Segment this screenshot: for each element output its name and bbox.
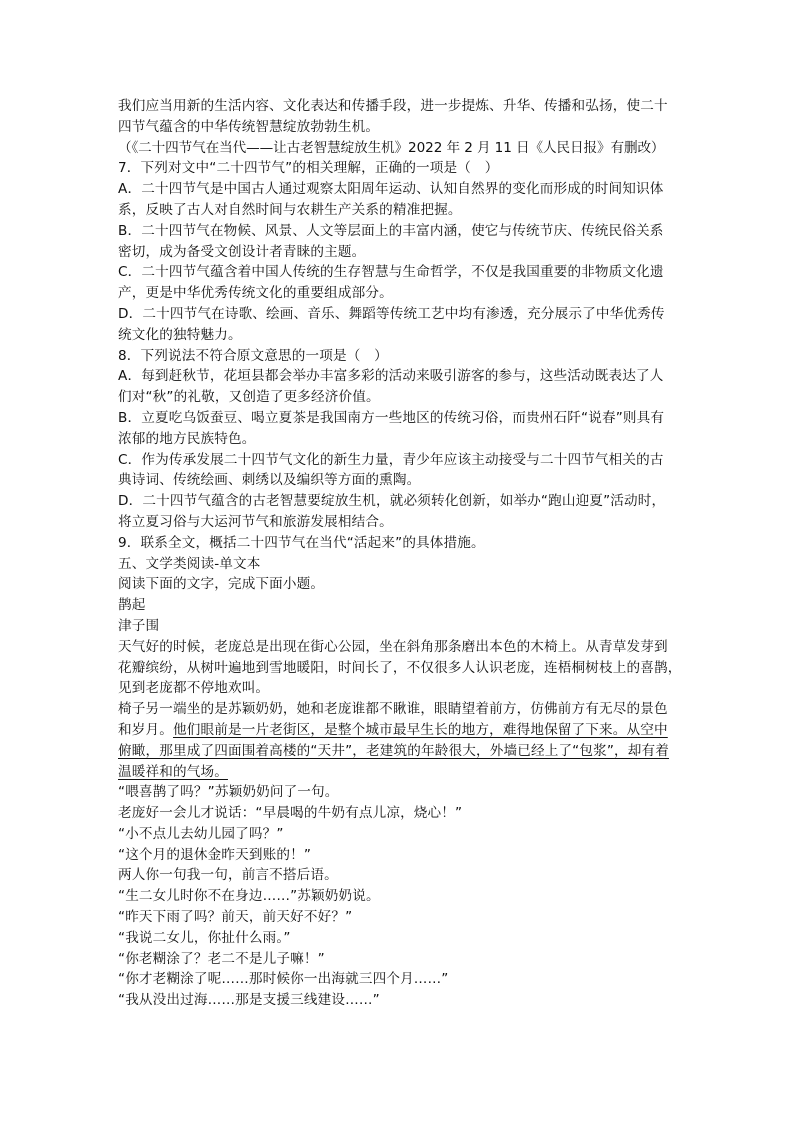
text-line	[118, 242, 678, 263]
text-line-content: 将立夏习俗与大运河节气和旅游发展相结合。	[118, 513, 393, 530]
text-line-content: 鹊起	[118, 597, 146, 614]
text-line	[118, 949, 678, 970]
text-line-content: “生二女儿时你不在身边……”苏颖奶奶说。	[118, 888, 380, 905]
text-line-content: “小不点儿去幼儿园了吗？”	[118, 825, 284, 842]
text-line-content: 密切，成为备受文创设计者青睐的主题。	[118, 243, 366, 260]
text-line-content: A．二十四节气是中国古人通过观察太阳周年运动、认知自然界的变化而形成的时间知识体	[118, 181, 664, 198]
text-line	[118, 637, 678, 658]
text-line	[118, 824, 678, 845]
underlined-text: 温暖祥和的气场。	[118, 763, 228, 780]
text-line-content: 系，反映了古人对自然时间与农耕生产关系的精准把握。	[118, 201, 462, 218]
text-line	[118, 366, 678, 387]
text-line-content: 花瓣缤纷，从树叶遍地到雪地暖阳，时间长了，不仅很多人认识老庞，连梧桐树枝上的喜鹊，	[118, 659, 682, 676]
text-line	[118, 574, 678, 595]
text-line-content: 9．联系全文，概括二十四节气在当代“活起来”的具体措施。	[118, 534, 485, 551]
text-line	[118, 969, 678, 990]
text-line	[118, 803, 678, 824]
text-line-content: B．二十四节气在物候、风景、人文等层面上的丰富内涵，使它与传统节庆、传统民俗关系	[118, 222, 664, 239]
text-line-content: “喂喜鹊了吗？”苏颖奶奶问了一句。	[118, 784, 339, 801]
text-line	[118, 907, 678, 928]
text-line-content: “昨天下雨了吗？前天，前天好不好？”	[118, 909, 353, 926]
text-line	[118, 741, 678, 762]
text-line-content: “这个月的退休金昨天到账的！”	[118, 846, 312, 863]
text-line-content: 7．下列对文中“二十四节气”的相关理解，正确的一项是（ ）	[118, 160, 499, 177]
text-line	[118, 865, 678, 886]
text-line	[118, 658, 682, 679]
text-line	[118, 678, 678, 699]
text-line-content: 我们应当用新的生活内容、文化表达和传播手段，进一步提炼、升华、传播和弘扬，使二十	[118, 98, 668, 114]
text-line	[118, 262, 678, 283]
underlined-text: 他们眼前是一片老街区，是整个城市最早生长的地方，难得地保留了下来。从空中	[172, 721, 668, 738]
text-line	[118, 616, 678, 637]
text-line-content: C．作为传承发展二十四节气文化的新生力量，青少年应该主动接受与二十四节气相关的古	[118, 451, 664, 468]
text-line-content: 浓郁的地方民族特色。	[118, 430, 256, 447]
text-line-content: 天气好的时候，老庞总是出现在街心公园，坐在斜角那条磨出本色的木椅上。从青草发芽到	[118, 638, 668, 655]
text-line-content: “我从没出过海……那是支援三线建设……”	[118, 992, 380, 1009]
text-line-content: 见到老庞都不停地欢叫。	[118, 680, 270, 697]
text-line-content: 五、文学类阅读-单文本	[118, 555, 261, 572]
text-line	[118, 699, 678, 720]
text-line-content: 两人你一句我一句，前言不搭后语。	[118, 867, 338, 884]
text-line-content: C．二十四节气蕴含着中国人传统的生存智慧与生命哲学，不仅是我国重要的非物质文化遗	[118, 264, 664, 281]
text-line	[118, 304, 678, 325]
text-line-content: D．二十四节气在诗歌、绘画、音乐、舞蹈等传统工艺中均有渗透，充分展示了中华优秀传	[118, 305, 665, 322]
text-line	[118, 990, 678, 1011]
text-line	[118, 408, 678, 429]
text-line	[118, 221, 678, 242]
text-line	[118, 387, 678, 408]
text-line	[118, 117, 678, 138]
text-line	[118, 200, 678, 221]
text-line-content: 椅子另一端坐的是苏颖奶奶，她和老庞谁都不瞅谁，眼睛望着前方，仿佛前方有无尽的景色	[118, 701, 668, 718]
text-line-content: “你老糊涂了？老二不是儿子嘛！”	[118, 950, 325, 967]
text-line-content: 产，更是中华优秀传统文化的重要组成部分。	[118, 285, 393, 302]
document-page	[118, 96, 682, 1011]
text-line-content: 老庞好一会儿才说话：“早晨喝的牛奶有点儿凉，烧心！”	[118, 805, 463, 822]
text-line	[118, 179, 678, 200]
text-line-content: 津子围	[118, 617, 160, 634]
text-line	[118, 720, 678, 741]
text-line	[118, 158, 678, 179]
text-line-content: 统文化的独特魅力。	[118, 326, 242, 343]
text-line-content: 典诗词、传统绘画、刺绣以及编织等方面的熏陶。	[118, 472, 421, 489]
text-line	[118, 886, 678, 907]
text-line	[118, 470, 678, 491]
text-line	[118, 782, 678, 803]
text-line-content: 8．下列说法不符合原文意思的一项是（ ）	[118, 347, 388, 364]
text-line	[118, 450, 678, 471]
text-line	[118, 845, 678, 866]
text-line-content: “我说二女儿，你扯什么雨。”	[118, 929, 291, 946]
text-line	[118, 512, 678, 533]
text-line-content: B．立夏吃乌饭蚕豆、喝立夏茶是我国南方一些地区的传统习俗，而贵州石阡“说春”则具有	[118, 409, 665, 426]
text-line-content: “你才老糊涂了呢……那时候你一出海就三四个月……”	[118, 971, 449, 988]
text-line	[118, 283, 678, 304]
text-line-content: D．二十四节气蕴含的古老智慧要绽放生机，就必须转化创新，如举办“跑山迎夏”活动时，	[118, 493, 666, 510]
text-line	[118, 429, 678, 450]
text-line	[118, 491, 678, 512]
text-line-content: 们对“秋”的礼敬，又创造了更多经济价值。	[118, 389, 380, 406]
text-line	[118, 595, 678, 616]
text-line	[118, 346, 678, 367]
text-line	[118, 762, 678, 783]
text-line	[118, 325, 678, 346]
text-line-plain: 和岁月。	[118, 721, 173, 738]
text-line-content: 阅读下面的文字，完成下面小题。	[118, 576, 325, 593]
text-line-content: A．每到赶秋节，花垣县都会举办丰富多彩的活动来吸引游客的参与，这些活动既表达了人	[118, 368, 664, 385]
text-line	[118, 554, 678, 575]
text-line-content: （《二十四节气在当代——让古老智慧绽放生机》2022 年 2 月 11 日《人民日报》有删改）	[118, 139, 665, 156]
text-line	[118, 138, 678, 159]
text-line	[118, 96, 678, 117]
underlined-text: 俯瞰，那里成了四面围着高楼的“天井”，老建筑的年龄很大，外墙已经上了“包浆”，却有着	[118, 742, 670, 759]
text-line-content: 四节气蕴含的中华传统智慧绽放勃勃生机。	[118, 118, 380, 135]
text-line	[118, 533, 678, 554]
text-line	[118, 928, 678, 949]
